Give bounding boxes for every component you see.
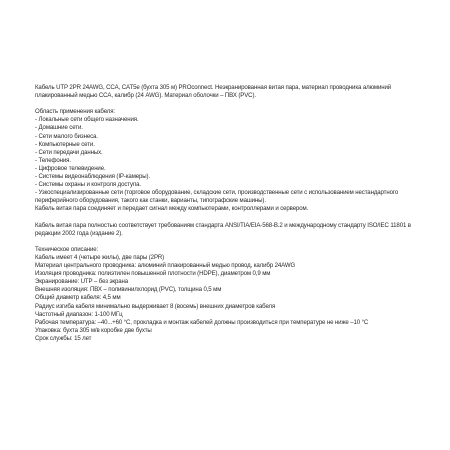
spec-item: Рабочая температура: –40...+60 °C, прокладка и монтаж кабелей должны производиться при температуре не ниже –10 °C (35, 318, 369, 326)
applications-item: - Сети малого бизнеса. (35, 132, 98, 140)
standards-paragraph: Кабель витая пара полностью соответствует требованиям стандарта ANSI/TIA/EIA-568-B.2 и международному стандарту ISO/IEC 11801 в редакции 2002 года (издание 2). (35, 221, 411, 237)
spec-item: Срок службы: 15 лет (35, 334, 92, 342)
applications-item: - Системы видеонаблюдения (IP-камеры). (35, 173, 151, 181)
spec-item: Общий диаметр кабеля: 4,5 мм (35, 294, 121, 302)
applications-item: - Локальные сети общего назначения. (35, 116, 139, 124)
paragraph-gap (35, 214, 425, 222)
applications-item: - Домашние сети. (35, 124, 83, 132)
spec-item: Упаковка: бухта 305 м/в коробке две бухты (35, 326, 152, 334)
applications-item: - Цифровое телевидение. (35, 164, 106, 172)
spec-item: Материал центрального проводника: алюминий плакированный медью провод, калибр 24AWG (35, 262, 296, 270)
applications-item: - Компьютерные сети. (35, 140, 95, 148)
intro-paragraph: Кабель UTP 2PR 24AWG, CCA, CAT5e (бухта 305 м) PROconnect. Неэкранированная витая пара, материал проводника алюминий плакированный медью CCA, калибр (24 AWG). Материал оболочки – ПВХ (PVC). (35, 84, 392, 100)
applications-item: - Телефония. (35, 156, 71, 164)
spec-item: Частотный диапазон: 1-100 МГц (35, 310, 123, 318)
applications-heading: Область применения кабеля: (35, 108, 115, 116)
applications-summary: Кабель витая пара соединяет и передает сигнал между компьютерами, контроллерами и сервером. (35, 205, 309, 213)
paragraph-gap (35, 238, 425, 246)
spec-item: Внешняя изоляция: ПВХ – поливинилхлорид (PVC), толщина 0,5 мм (35, 286, 222, 294)
applications-item: - Системы охраны и контроля доступа. (35, 181, 141, 189)
spec-item: Изоляция проводника: полиэтилен повышенной плотности (HDPE), диаметром 0,9 мм (35, 270, 271, 278)
specs-heading: Техническое описание: (35, 245, 99, 253)
specs-section (35, 246, 425, 343)
applications-section (35, 108, 425, 213)
spec-item: Радиус изгиба кабеля минимально выдерживает 8 (восемь) внешних диаметров кабеля (35, 302, 276, 310)
paragraph-gap (35, 100, 425, 108)
applications-item: - Узкоспециализированные сети (торговое оборудование, складские сети, производственные сети с использованием нестандартного периферийного оборудования, такого как станки, варианты, типографские машины). (35, 189, 399, 205)
spec-item: Кабель имеет 4 (четыре жилы), две пары (2PR) (35, 253, 165, 261)
applications-item: - Сети передачи данных. (35, 148, 103, 156)
product-description (35, 84, 425, 343)
spec-item: Экранирование: UTP – без экрана (35, 278, 129, 286)
